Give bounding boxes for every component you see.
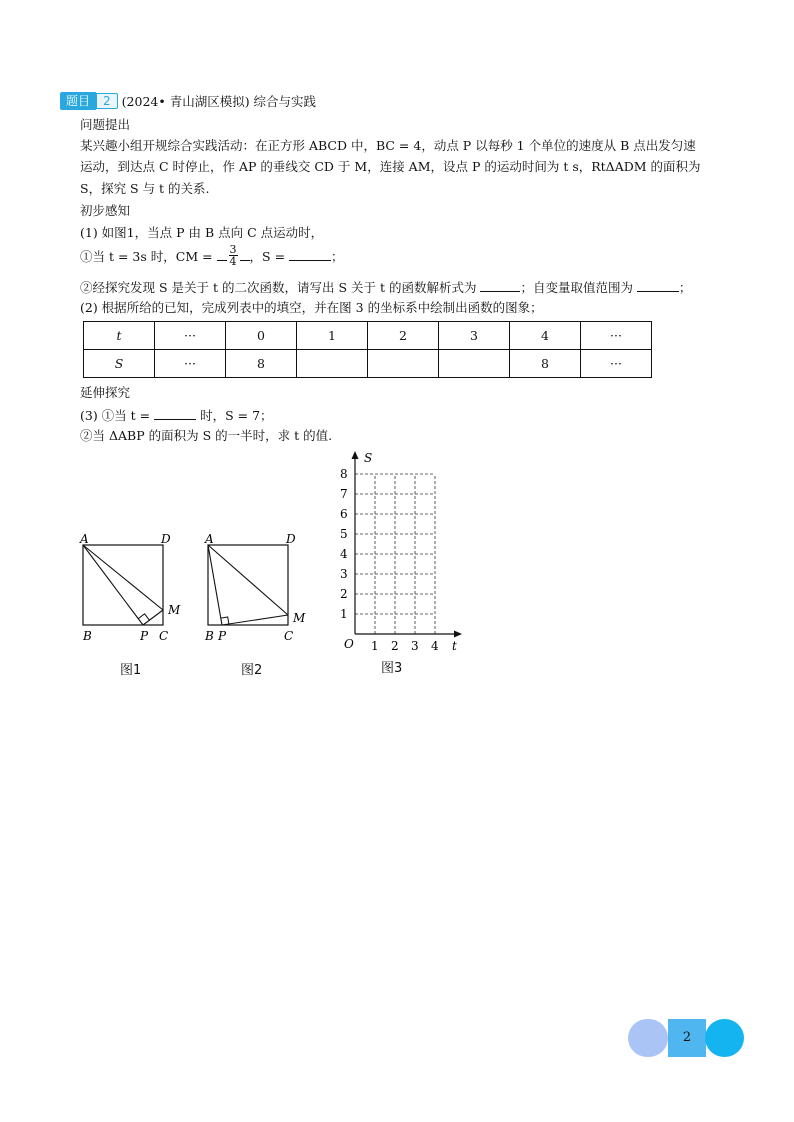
right-angle-mark [138, 614, 149, 620]
fraction-numerator: 3 [229, 243, 237, 256]
label-d: D [161, 532, 171, 546]
figure-1 [78, 532, 188, 647]
question-1a [80, 243, 344, 269]
question-1b-end: ； [678, 280, 692, 295]
extend-heading: 延伸探究 [80, 385, 131, 400]
question-3a-suffix: 时，S = 7； [196, 408, 273, 423]
answer-blank[interactable] [240, 247, 250, 261]
segment-ap [208, 545, 222, 625]
figure-3-grid [330, 446, 470, 656]
figure-2-caption: 图2 [241, 663, 263, 678]
y-tick-label: 1 [340, 607, 348, 621]
question-1a-end: ； [331, 249, 344, 264]
y-axis-arrow [352, 451, 359, 459]
table-cell: ··· [155, 322, 226, 350]
question-badge-label: 题目 [60, 92, 96, 110]
table-cell: ··· [581, 322, 652, 350]
question-3a-prefix: (3) ①当 t = [80, 408, 155, 423]
x-axis-label: t [452, 639, 457, 653]
y-tick-label: 2 [340, 587, 348, 601]
dashed-grid [355, 474, 435, 634]
fraction-denominator: 4 [229, 255, 237, 268]
table-cell-empty[interactable] [368, 350, 439, 378]
s-answer-blank[interactable] [289, 247, 331, 261]
table-cell: ··· [155, 350, 226, 378]
table-cell: S [84, 350, 155, 378]
label-m: M [293, 611, 306, 625]
label-b: B [83, 629, 92, 643]
problem-heading: 问题提出 [80, 117, 131, 132]
x-tick-label: 1 [371, 639, 379, 653]
question-badge-number: 2 [96, 93, 118, 109]
label-a: A [205, 532, 214, 546]
label-m: M [168, 603, 181, 617]
answer-blank[interactable] [217, 247, 227, 261]
page-number: 2 [682, 1030, 692, 1045]
table-cell: 2 [368, 322, 439, 350]
table-cell: ··· [581, 350, 652, 378]
segment-am [83, 545, 163, 610]
question-1b-middle: ；自变量取值范围为 [520, 280, 637, 295]
value-table [83, 321, 652, 378]
question-1a-prefix: ①当 t = 3s 时，CM = [80, 249, 217, 264]
t-answer-blank[interactable] [154, 406, 196, 420]
label-c: C [284, 629, 294, 643]
problem-line-3: S，探究 S 与 t 的关系. [80, 181, 210, 196]
table-cell: 3 [439, 322, 510, 350]
label-c: C [159, 629, 169, 643]
label-p: P [218, 629, 227, 643]
segment-ap [83, 545, 143, 625]
cm-fraction [229, 244, 238, 267]
question-2: (2) 根据所给的已知，完成列表中的填空，并在图 3 的坐标系中绘制出函数的图象； [80, 300, 543, 315]
y-tick-label: 8 [340, 467, 348, 481]
y-tick-labels [340, 467, 348, 621]
y-tick-label: 6 [340, 507, 348, 521]
function-answer-blank[interactable] [480, 278, 520, 292]
table-cell: 8 [510, 350, 581, 378]
table-cell: 8 [226, 350, 297, 378]
y-tick-label: 5 [340, 527, 348, 541]
range-answer-blank[interactable] [637, 278, 679, 292]
question-source: (2024• 青山湖区模拟) 综合与实践 [121, 94, 317, 109]
segment-am [208, 545, 288, 615]
table-cell-empty[interactable] [297, 350, 368, 378]
label-d: D [286, 532, 296, 546]
question-1a-middle: ，S = [249, 249, 290, 264]
page-badge-right [705, 1019, 744, 1057]
y-tick-label: 4 [340, 547, 348, 561]
table-cell: 0 [226, 322, 297, 350]
table-row-s [84, 350, 652, 378]
table-cell: 1 [297, 322, 368, 350]
x-tick-labels [371, 639, 439, 653]
figure-3-caption: 图3 [381, 661, 403, 676]
origin-label: O [344, 637, 354, 651]
question-1-intro: (1) 如图1，当点 P 由 B 点向 C 点运动时， [80, 225, 324, 240]
label-b: B [205, 629, 214, 643]
square-abcd [83, 545, 163, 625]
segment-pm [222, 615, 288, 625]
initial-heading: 初步感知 [80, 203, 131, 218]
label-a: A [80, 532, 89, 546]
label-p: P [140, 629, 149, 643]
x-tick-label: 3 [411, 639, 419, 653]
table-cell-empty[interactable] [439, 350, 510, 378]
x-tick-label: 2 [391, 639, 399, 653]
table-cell: t [84, 322, 155, 350]
segment-pm [143, 610, 163, 625]
figure-2 [203, 532, 313, 647]
table-cell: 4 [510, 322, 581, 350]
x-tick-label: 4 [431, 639, 439, 653]
question-3a [80, 406, 273, 425]
problem-line-2: 运动，到达点 C 时停止，作 AP 的垂线交 CD 于 M，连接 AM，设点 P 的运动时间为 t s，RtΔADM 的面积为 [80, 159, 701, 174]
x-axis-arrow [454, 631, 462, 638]
table-row-t [84, 322, 652, 350]
figure-1-caption: 图1 [120, 663, 142, 678]
y-tick-label: 3 [340, 567, 348, 581]
y-axis-label: S [364, 451, 373, 465]
y-tick-label: 7 [340, 487, 348, 501]
question-3b: ②当 ΔABP 的面积为 S 的一半时，求 t 的值. [80, 428, 333, 443]
question-1b [80, 278, 691, 297]
question-header [60, 92, 316, 110]
problem-line-1: 某兴趣小组开规综合实践活动：在正方形 ABCD 中，BC = 4，动点 P 以每秒 1 个单位的速度从 B 点出发匀速 [80, 138, 696, 153]
page-badge-left [628, 1019, 668, 1057]
question-1b-prefix: ②经探究发现 S 是关于 t 的二次函数，请写出 S 关于 t 的函数解析式为 [80, 280, 481, 295]
